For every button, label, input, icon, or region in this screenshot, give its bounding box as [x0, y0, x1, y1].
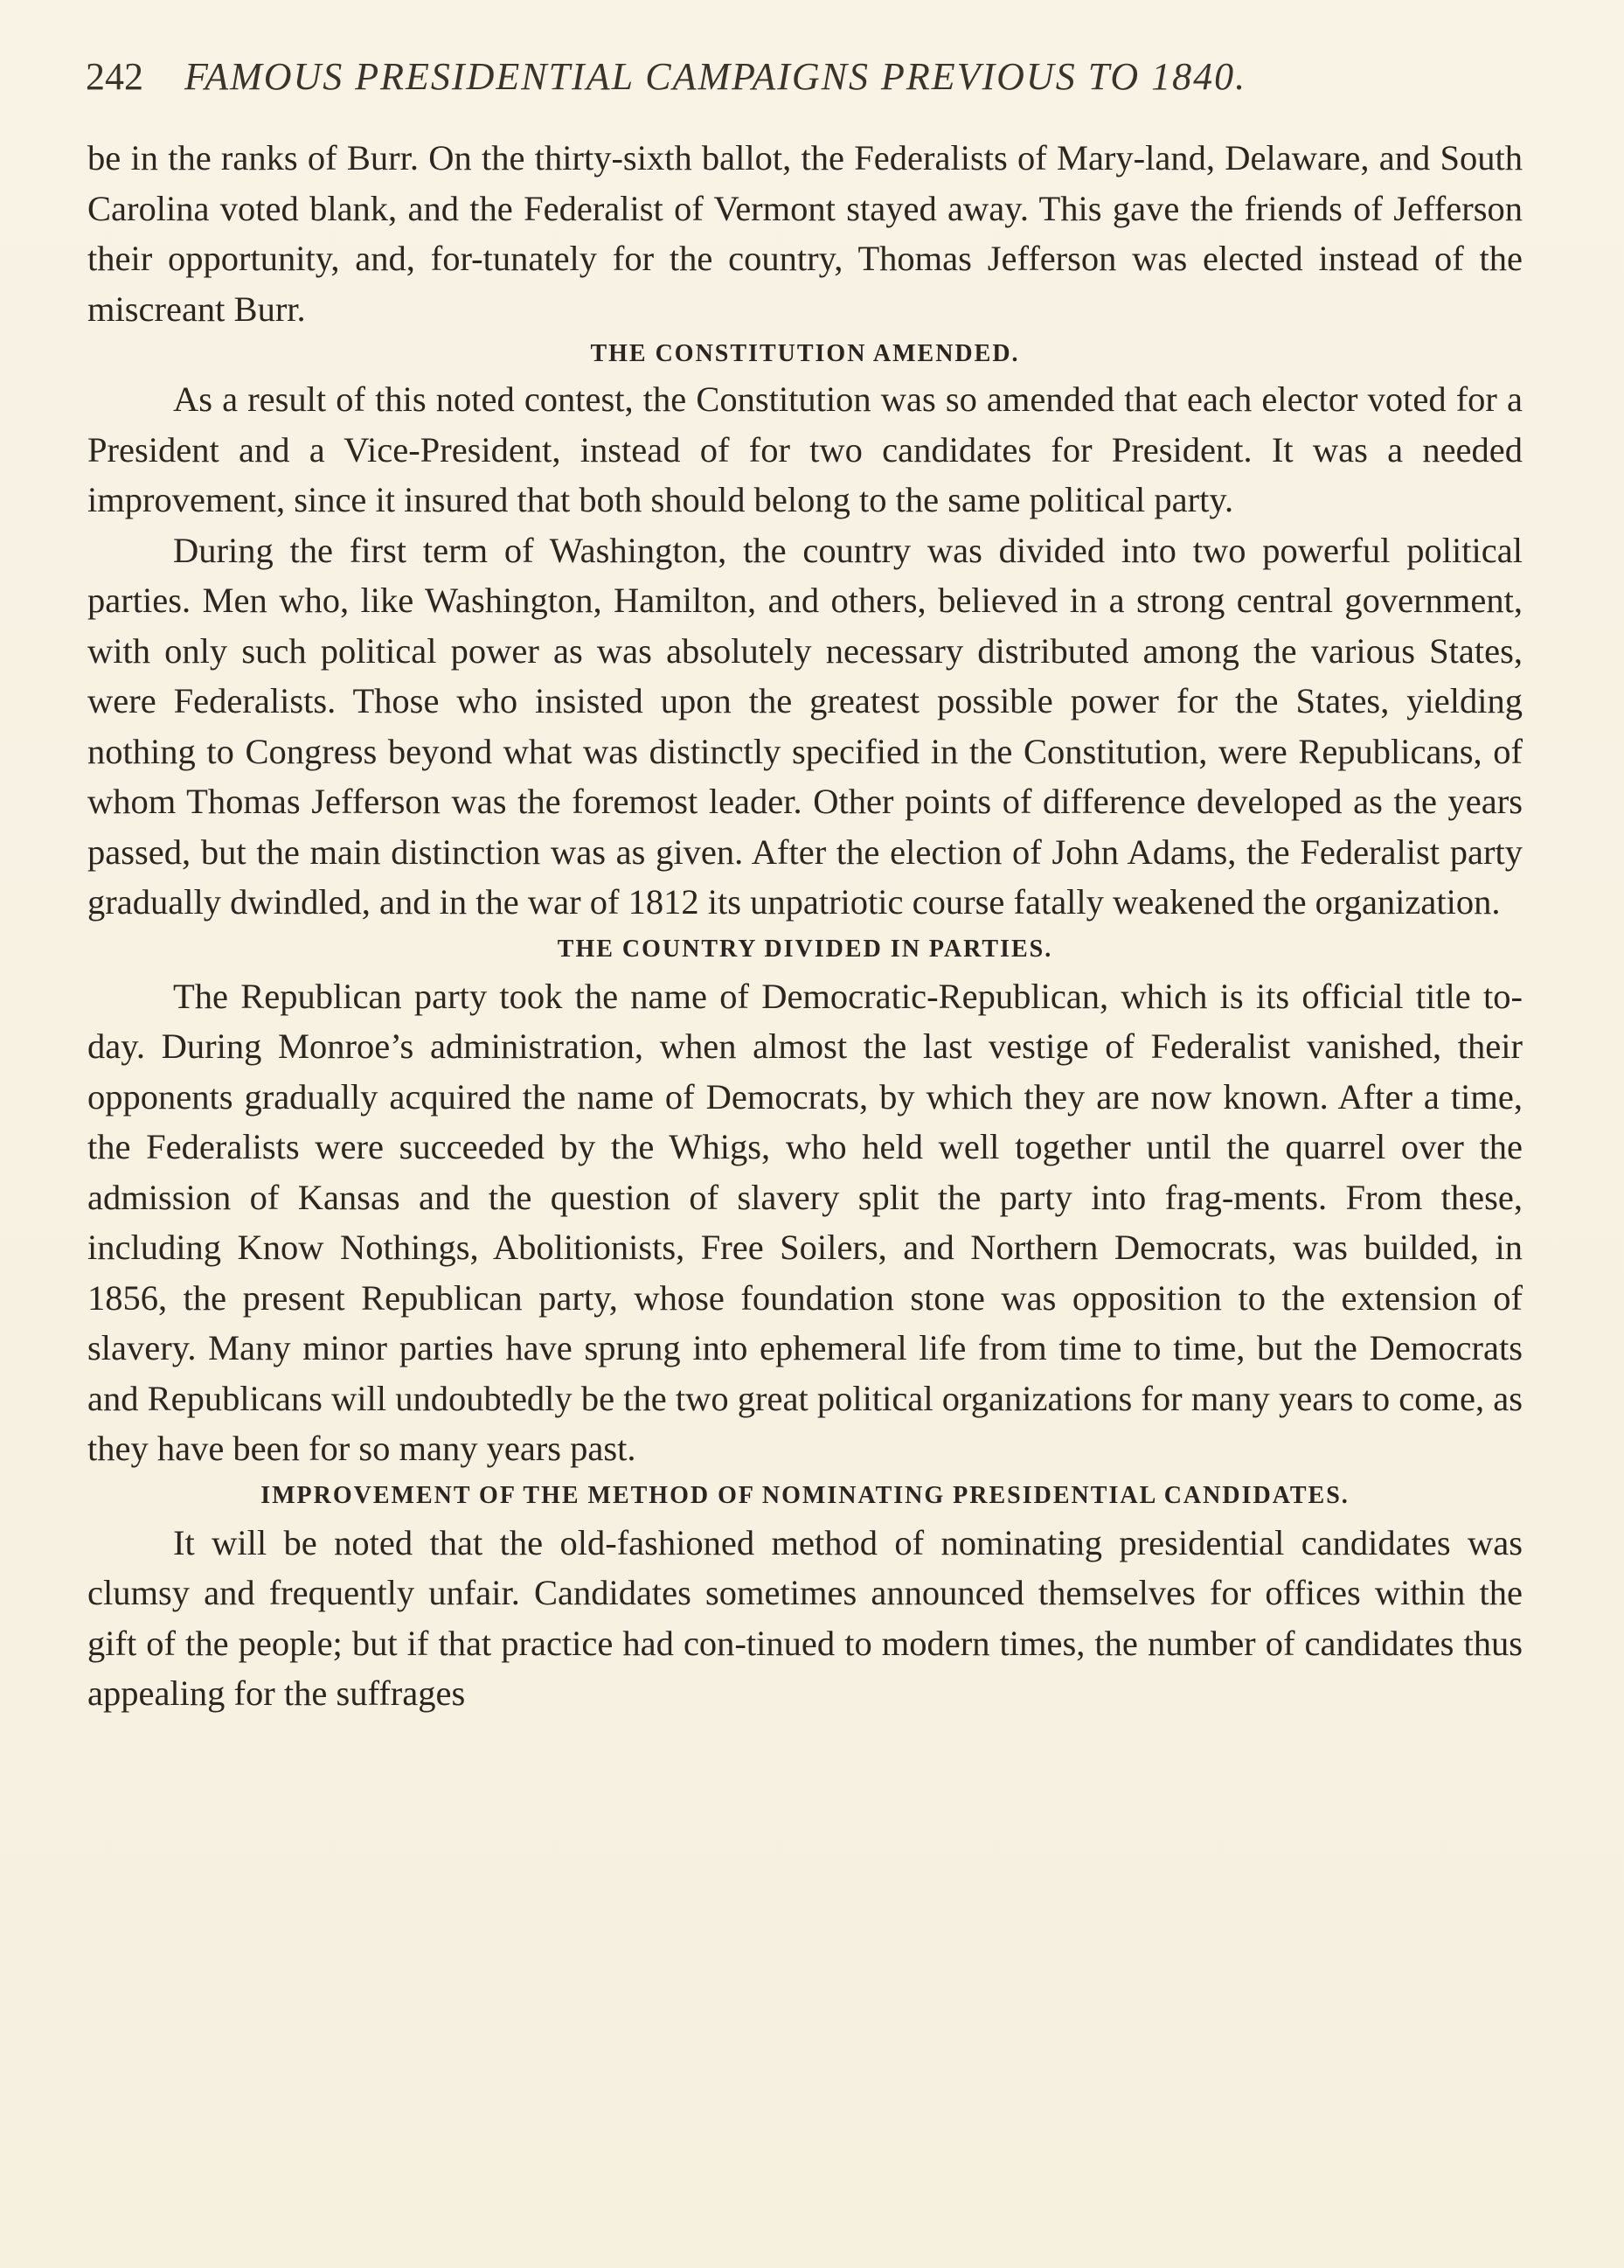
body-text	[87, 133, 1523, 1719]
page-number: 242	[86, 55, 143, 98]
section-heading-constitution-amended: THE CONSTITUTION AMENDED.	[590, 340, 1020, 367]
section-heading-nominating: IMPROVEMENT OF THE METHOD OF NOMINATING PRESIDENTIAL CANDIDATES.	[260, 1481, 1350, 1509]
paragraph-amended: As a result of this noted contest, the Constitution was so amended that each elector voted for a President and a Vice-President, instead of for two candidates for President. It was a needed improvement, since it insured that both should belong to the same political party.	[87, 379, 1523, 519]
running-header	[86, 51, 1528, 103]
paragraph-republican: The Republican party took the name of Democratic-Republican, which is its official title to-day. During Monroe’s administration, when almost the last vestige of Federalist vanished, their opponents gradually acquired the name of Democrats, by which they are now known. After a time, the Federalists were succeeded by the Whigs, who held well together until the quarrel over the admission of Kansas and the question of slavery split the party into frag-ments. From these, including Know Nothings, Abolitionists, Free Soilers, and Northern Democrats, was builded, in 1856, the present Republican party, whose foundation stone was opposition to the extension of slavery. Many minor parties have sprung into ephemeral life from time to time, but the Democrats and Republicans will undoubtedly be the two great political organizations for many years to come, as they have been for so many years past.	[87, 976, 1523, 1468]
section-heading-country-divided: THE COUNTRY DIVIDED IN PARTIES.	[557, 935, 1053, 963]
running-title: FAMOUS PRESIDENTIAL CAMPAIGNS PREVIOUS TO 1840.	[184, 55, 1247, 98]
paragraph-continued: be in the ranks of Burr. On the thirty-sixth ballot, the Federalists of Mary-land, Delaware, and South Carolina voted blank, and the Federalist of Vermont stayed away. This gave the friends of Jefferson their opportunity, and, for-tunately for the country, Thomas Jefferson was elected instead of the miscreant Burr.	[87, 138, 1523, 329]
paragraph-nominating: It will be noted that the old-fashioned method of nominating presidential candidates was clumsy and frequently unfair. Candidates sometimes announced themselves for offices within the gift of the people; but if that practice had con-tinued to modern times, the number of candidates thus appealing for the suffrages	[87, 1522, 1523, 1713]
paragraph-washington: During the first term of Washington, the country was divided into two powerful political parties. Men who, like Washington, Hamilton, and others, believed in a strong central government, with only such political power as was absolutely necessary distributed among the various States, were Federalists. Those who insisted upon the greatest possible power for the States, yielding nothing to Congress beyond what was distinctly specified in the Constitution, were Republicans, of whom Thomas Jefferson was the foremost leader. Other points of difference developed as the years passed, but the main distinction was as given. After the election of John Adams, the Federalist party gradually dwindled, and in the war of 1812 its unpatriotic course fatally weakened the organization.	[87, 530, 1523, 922]
